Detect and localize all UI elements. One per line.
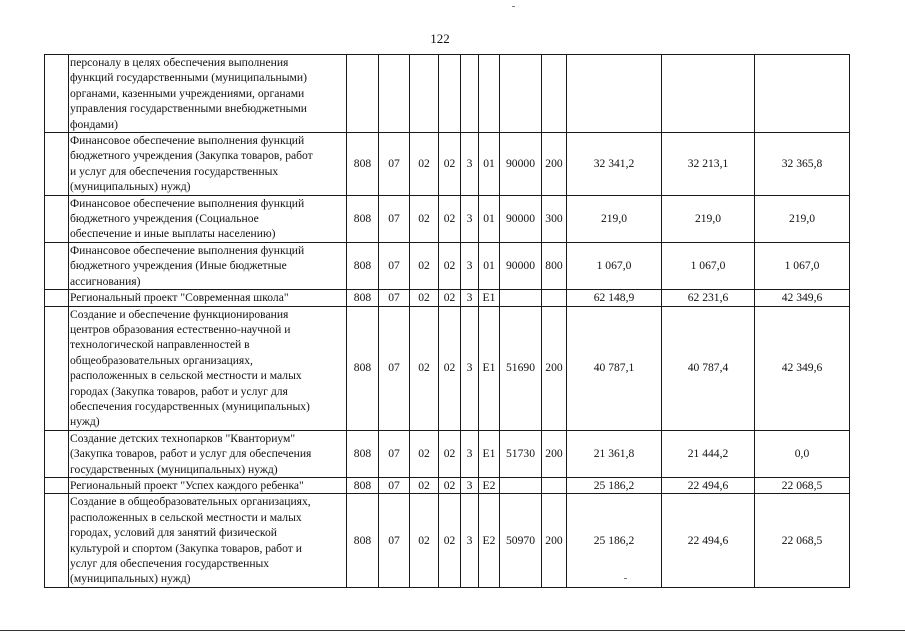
item-name-line: технологической направленностей в: [70, 338, 250, 352]
cell-blank: [45, 133, 69, 196]
cell-amount-2020: 62 231,6: [662, 290, 755, 306]
table-row: [45, 430, 850, 477]
cell-blank: [45, 430, 69, 477]
cell-rz: 07: [379, 430, 410, 477]
cell-amount-2020: 21 444,2: [662, 430, 755, 477]
cell-ved: 808: [347, 430, 379, 477]
cell-amount-2019: 25 186,2: [567, 477, 662, 493]
page-number: 122: [430, 31, 450, 46]
cell-amount-2019: 219,0: [567, 195, 662, 242]
scan-speck: [624, 578, 627, 579]
item-name-line: культурой и спортом (Закупка товаров, работ и: [70, 541, 302, 555]
cell-ved: 808: [347, 494, 379, 587]
cell-amount-2019: 40 787,1: [567, 306, 662, 430]
item-name-line: бюджетного учреждения (Иные бюджетные: [70, 259, 287, 273]
table-row: [45, 477, 850, 493]
table-row: [45, 494, 850, 587]
item-name-line: обеспечение и иные выплаты населению): [70, 227, 276, 241]
cell-expense-type: 200: [542, 306, 567, 430]
cell-subprogram: 3: [461, 290, 479, 306]
cell-item-name: [69, 55, 347, 133]
cell-item-name: [69, 133, 347, 196]
cell-target-code: 50970: [500, 494, 542, 587]
item-name-line: центров образования естественно-научной и: [70, 322, 291, 336]
table-row: [45, 306, 850, 430]
cell-ved: 808: [347, 290, 379, 306]
cell-pr: 02: [410, 494, 439, 587]
cell-expense-type: [542, 477, 567, 493]
cell-project: E2: [479, 477, 500, 493]
cell-project: 01: [479, 242, 500, 289]
table-row: [45, 195, 850, 242]
table-row: [45, 290, 850, 306]
item-name-line: бюджетного учреждения (Социальное: [70, 212, 259, 226]
cell-rz: 07: [379, 494, 410, 587]
cell-expense-type: 200: [542, 494, 567, 587]
item-name-line: услуг для обеспечения государственных: [70, 557, 270, 570]
cell-project: E2: [479, 494, 500, 587]
cell-amount-2020: 1 067,0: [662, 242, 755, 289]
cell-item-name: [69, 477, 347, 493]
cell-ved: 808: [347, 306, 379, 430]
cell-subprogram: 3: [461, 133, 479, 196]
cell-program: 02: [439, 195, 461, 242]
cell-pr: 02: [410, 195, 439, 242]
budget-table: [44, 54, 850, 588]
cell-program: 02: [439, 290, 461, 306]
cell-item-name: [69, 306, 347, 430]
cell-blank: [45, 494, 69, 587]
cell-program: 02: [439, 133, 461, 196]
item-name-line: персоналу в целях обеспечения выполнения: [70, 56, 289, 69]
cell-amount-2019: 1 067,0: [567, 242, 662, 289]
cell-subprogram: 3: [461, 195, 479, 242]
item-name-line: городах, условий для занятий физической: [70, 526, 277, 540]
cell-expense-type: [542, 55, 567, 133]
cell-subprogram: 3: [461, 242, 479, 289]
cell-amount-2021: [755, 55, 850, 133]
cell-program: 02: [439, 242, 461, 289]
cell-rz: 07: [379, 195, 410, 242]
cell-blank: [45, 290, 69, 306]
cell-amount-2021: 0,0: [755, 430, 850, 477]
cell-item-name: [69, 430, 347, 477]
cell-ved: 808: [347, 477, 379, 493]
cell-ved: 808: [347, 133, 379, 196]
cell-target-code: 90000: [500, 242, 542, 289]
cell-pr: 02: [410, 477, 439, 493]
cell-amount-2021: 22 068,5: [755, 494, 850, 587]
cell-amount-2020: 32 213,1: [662, 133, 755, 196]
cell-target-code: [500, 55, 542, 133]
cell-rz: 07: [379, 306, 410, 430]
cell-expense-type: [542, 290, 567, 306]
cell-pr: 02: [410, 306, 439, 430]
cell-program: 02: [439, 494, 461, 587]
cell-rz: [379, 55, 410, 133]
item-name-line: Региональный проект "Успех каждого ребенка": [70, 478, 304, 492]
cell-pr: 02: [410, 290, 439, 306]
item-name-line: расположенных в сельской местности и малых: [70, 369, 302, 383]
cell-amount-2021: 32 365,8: [755, 133, 850, 196]
cell-amount-2021: 42 349,6: [755, 306, 850, 430]
cell-project: 01: [479, 133, 500, 196]
cell-blank: [45, 477, 69, 493]
cell-subprogram: 3: [461, 430, 479, 477]
cell-target-code: 51730: [500, 430, 542, 477]
cell-ved: [347, 55, 379, 133]
cell-target-code: 51690: [500, 306, 542, 430]
item-name-line: нужд): [70, 415, 100, 429]
scan-speck: [512, 6, 515, 7]
item-name-line: государственных (муниципальных) нужд): [70, 462, 278, 476]
cell-expense-type: 300: [542, 195, 567, 242]
cell-amount-2021: 219,0: [755, 195, 850, 242]
cell-pr: 02: [410, 242, 439, 289]
cell-subprogram: 3: [461, 306, 479, 430]
cell-program: [439, 55, 461, 133]
cell-item-name: [69, 290, 347, 306]
cell-blank: [45, 195, 69, 242]
cell-project: E1: [479, 306, 500, 430]
cell-target-code: 90000: [500, 133, 542, 196]
cell-subprogram: [461, 55, 479, 133]
table-row: [45, 242, 850, 289]
cell-item-name: [69, 242, 347, 289]
item-name-line: (муниципальных) нужд): [70, 572, 191, 586]
cell-program: 02: [439, 306, 461, 430]
cell-project: [479, 55, 500, 133]
item-name-line: управления государственными внебюджетными: [70, 102, 307, 116]
cell-amount-2020: 40 787,4: [662, 306, 755, 430]
cell-target-code: 90000: [500, 195, 542, 242]
cell-blank: [45, 306, 69, 430]
item-name-line: (Закупка товаров, работ и услуг для обеспечения: [70, 447, 312, 461]
cell-amount-2020: 219,0: [662, 195, 755, 242]
cell-expense-type: 800: [542, 242, 567, 289]
table-row: [45, 55, 850, 133]
item-name-line: городах (Закупка товаров, работ и услуг для: [70, 384, 288, 398]
item-name-line: общеобразовательных организациях,: [70, 353, 253, 367]
cell-amount-2020: 22 494,6: [662, 494, 755, 587]
item-name-line: Создание детских технопарков "Кванториум": [70, 431, 296, 445]
item-name-line: бюджетного учреждения (Закупка товаров, работ: [70, 149, 313, 163]
cell-subprogram: 3: [461, 477, 479, 493]
cell-amount-2019: [567, 55, 662, 133]
cell-amount-2019: 32 341,2: [567, 133, 662, 196]
item-name-line: Создание в общеобразовательных организациях,: [70, 495, 311, 509]
item-name-line: фондами): [70, 117, 118, 131]
cell-project: 01: [479, 195, 500, 242]
item-name-line: органами, казенными учреждениями, органами: [70, 86, 305, 100]
cell-program: 02: [439, 477, 461, 493]
cell-expense-type: 200: [542, 430, 567, 477]
item-name-line: обеспечения государственных (муниципальных): [70, 399, 310, 413]
item-name-line: (муниципальных) нужд): [70, 180, 191, 194]
cell-amount-2021: 1 067,0: [755, 242, 850, 289]
cell-ved: 808: [347, 195, 379, 242]
cell-target-code: [500, 290, 542, 306]
cell-item-name: [69, 195, 347, 242]
cell-amount-2020: 22 494,6: [662, 477, 755, 493]
cell-pr: [410, 55, 439, 133]
cell-rz: 07: [379, 242, 410, 289]
cell-pr: 02: [410, 430, 439, 477]
cell-amount-2020: [662, 55, 755, 133]
cell-program: 02: [439, 430, 461, 477]
cell-project: E1: [479, 430, 500, 477]
cell-amount-2019: 25 186,2: [567, 494, 662, 587]
cell-rz: 07: [379, 133, 410, 196]
item-name-line: Региональный проект "Современная школа": [70, 291, 289, 305]
item-name-line: и услуг для обеспечения государственных: [70, 164, 279, 178]
item-name-line: Финансовое обеспечение выполнения функций: [70, 243, 305, 257]
item-name-line: функций государственными (муниципальными): [70, 71, 307, 85]
item-name-line: Создание и обеспечение функционирования: [70, 307, 289, 321]
cell-subprogram: 3: [461, 494, 479, 587]
cell-blank: [45, 242, 69, 289]
cell-amount-2019: 62 148,9: [567, 290, 662, 306]
item-name-line: расположенных в сельской местности и малых: [70, 510, 302, 524]
table-row: [45, 133, 850, 196]
cell-project: E1: [479, 290, 500, 306]
cell-target-code: [500, 477, 542, 493]
cell-amount-2021: 22 068,5: [755, 477, 850, 493]
cell-amount-2019: 21 361,8: [567, 430, 662, 477]
cell-rz: 07: [379, 290, 410, 306]
cell-ved: 808: [347, 242, 379, 289]
cell-amount-2021: 42 349,6: [755, 290, 850, 306]
item-name-line: ассигнования): [70, 274, 141, 288]
cell-expense-type: 200: [542, 133, 567, 196]
cell-blank: [45, 55, 69, 133]
page-bottom-edge: [0, 630, 905, 631]
item-name-line: Финансовое обеспечение выполнения функций: [70, 196, 305, 210]
cell-pr: 02: [410, 133, 439, 196]
cell-item-name: [69, 494, 347, 587]
cell-rz: 07: [379, 477, 410, 493]
item-name-line: Финансовое обеспечение выполнения функций: [70, 134, 305, 148]
